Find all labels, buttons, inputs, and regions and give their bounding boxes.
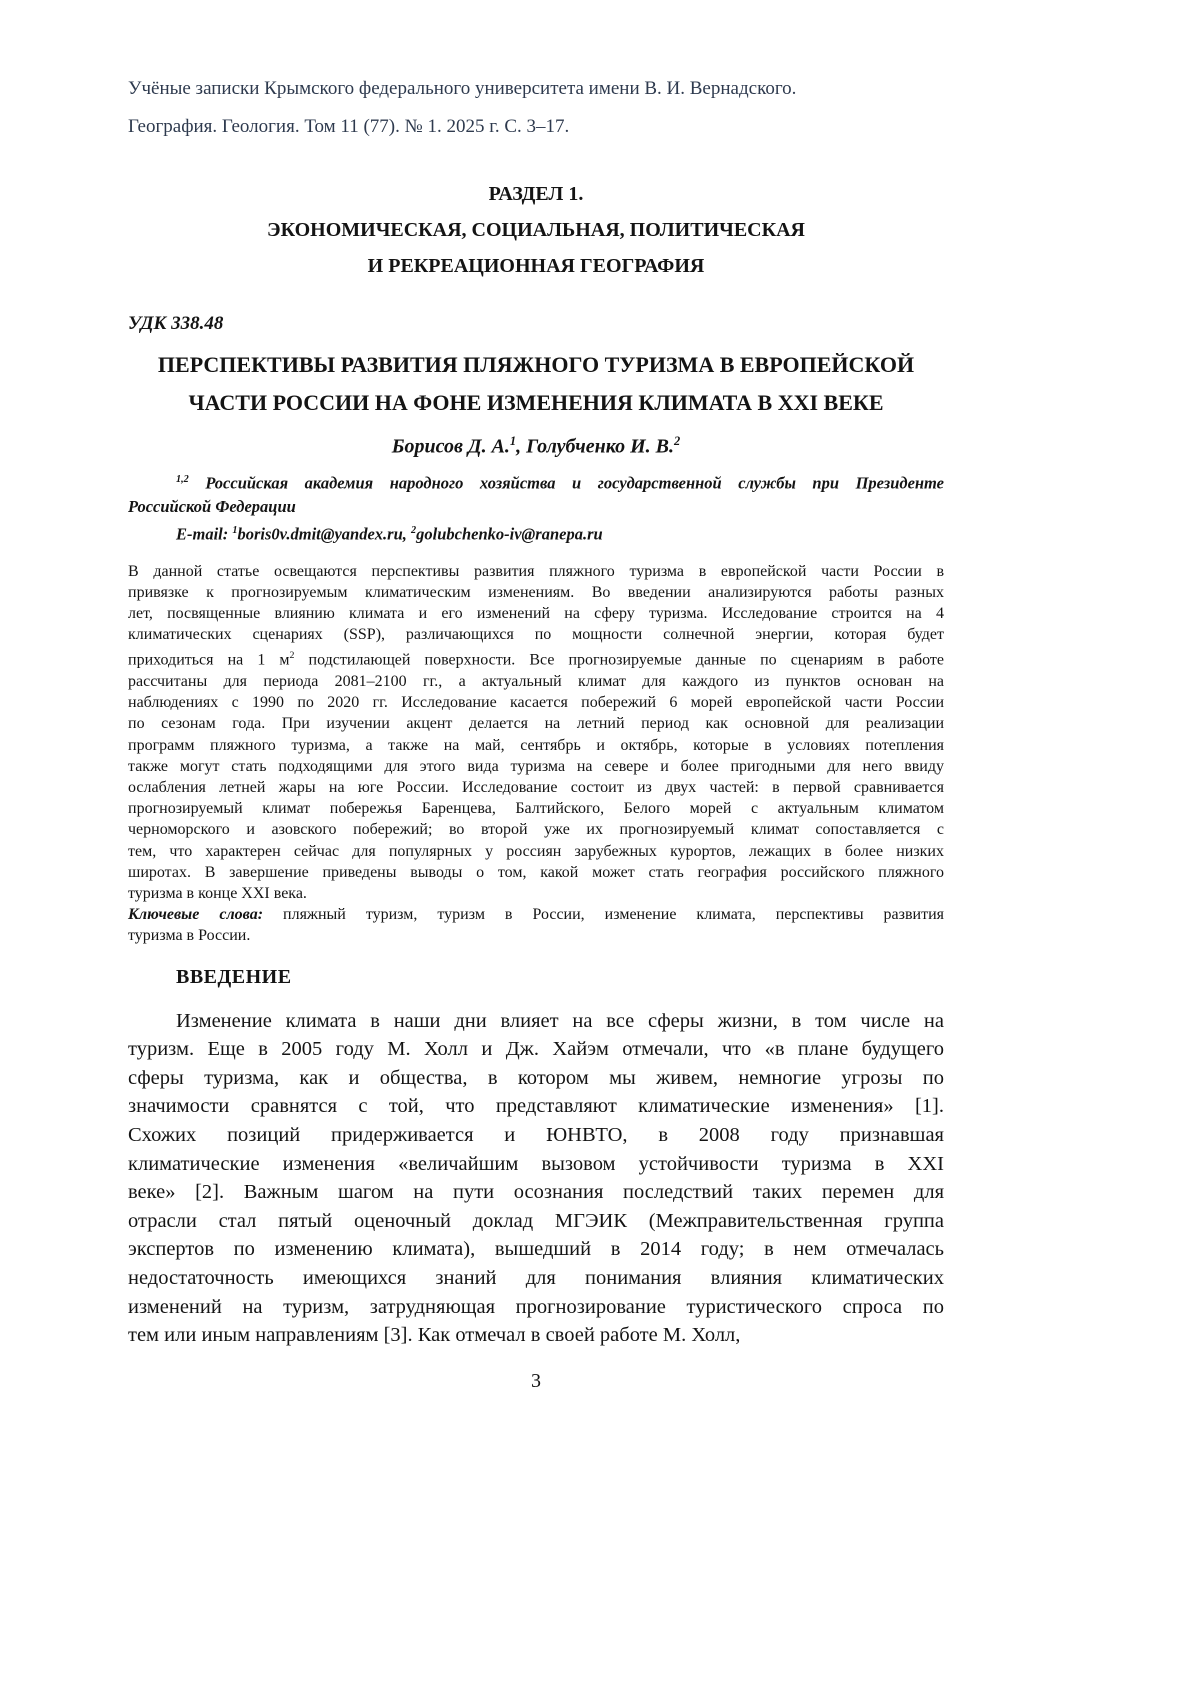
paragraph-line: веке» [2]. Важным шагом на пути осознания последствий таких перемен для: [128, 1181, 944, 1204]
abstract-line: программ пляжного туризма, а также на май, сентябрь и октябрь, которые в условиях потепления: [128, 736, 944, 754]
abstract-line-text: приходиться на 1 м: [128, 651, 290, 669]
paragraph-line: отрасли стал пятый оценочный доклад МГЭИК (Межправительственная группа: [128, 1209, 944, 1232]
abstract: [128, 561, 944, 947]
abstract-line: прогнозируемый климат побережья Баренцева, Балтийского, Белого морей с актуальным климатом: [128, 800, 944, 818]
abstract-line: также могут стать подходящими для этого вида туризма на севере и более пригодными для него ввиду: [128, 757, 944, 775]
paragraph-line: значимости сравнятся с той, что представляют климатические изменения» [1].: [128, 1095, 944, 1118]
paragraph-line: тем или иным направлениям [3]. Как отмечал в своей работе М. Холл,: [128, 1324, 741, 1347]
abstract-line: широтах. В завершение приведены выводы о том, какой может стать география российского пляжного: [128, 863, 944, 881]
section-heading-line-2: ЭКОНОМИЧЕСКАЯ, СОЦИАЛЬНАЯ, ПОЛИТИЧЕСКАЯ: [267, 219, 805, 241]
authors-line: [128, 424, 944, 464]
author-1-superscript: 1: [509, 434, 517, 448]
authors-separator: ,: [516, 435, 527, 458]
paragraph-line: туризм. Еще в 2005 году М. Холл и Дж. Хайэм отмечали, что «в плане будущего: [128, 1038, 944, 1061]
journal-header-line-1: Учёные записки Крымского федерального университета имени В. И. Вернадского.: [128, 78, 797, 99]
author-2-superscript: 2: [674, 434, 681, 448]
email-label: E-mail:: [176, 524, 233, 544]
article-title-line-2: ЧАСТИ РОССИИ НА ФОНЕ ИЗМЕНЕНИЯ КЛИМАТА В XXI ВЕКЕ: [188, 390, 884, 415]
abstract-line: рассчитаны для периода 2081–2100 гг., а актуальный климат для каждого из пунктов основан на: [128, 673, 944, 690]
square-meter-superscript: 2: [289, 650, 295, 662]
paragraph-line: сферы туризма, как и общества, в котором мы живем, немногие угрозы по: [128, 1066, 944, 1089]
keywords-line-1: [128, 904, 944, 925]
section-heading-line-3: И РЕКРЕАЦИОННАЯ ГЕОГРАФИЯ: [367, 255, 705, 277]
email-address-2: golubchenko-iv@ranepa.ru: [416, 524, 603, 544]
keywords-label: Ключевые слова:: [128, 906, 264, 924]
page-content: [128, 0, 944, 1393]
introduction-heading: ВВЕДЕНИЕ: [176, 965, 292, 988]
affiliation-superscript: 1,2: [176, 473, 189, 485]
author-2-name: Голубченко И. В.: [526, 435, 675, 458]
udk-code: УДК 338.48: [128, 313, 224, 334]
abstract-line: ослабления летней жары на юге России. Исследование состоит из двух частей: в первой сравнивается: [128, 779, 944, 797]
paragraph-line: изменений на туризм, затрудняющая прогнозирование туристического спроса по: [128, 1295, 944, 1318]
email-address-1: boris0v.dmit@yandex.ru: [237, 524, 403, 544]
email-separator: ,: [402, 524, 412, 544]
journal-header-line-2: География. Геология. Том 11 (77). № 1. 2025 г. С. 3–17.: [128, 116, 570, 137]
abstract-line: по сезонам года. При изучении акцент делается на летний период как основной для реализации: [128, 715, 944, 733]
paragraph-line: Схожих позиций придерживается и ЮНВТО, в 2008 году признавшая: [128, 1124, 944, 1147]
introduction-paragraph: [128, 1007, 944, 1350]
keywords-line-2: туризма в России.: [128, 927, 251, 945]
affiliation-line-2: Российской Федерации: [128, 497, 296, 517]
affiliation-line-1: [128, 468, 944, 496]
abstract-line: климатических сценариях (SSP), различающихся по мощности солнечной энергии, которая будет: [128, 626, 944, 644]
abstract-line: черноморского и азовского побережий; во второй уже их прогнозируемый климат сопоставляется с: [128, 821, 944, 839]
affiliation: [128, 468, 944, 520]
page-number: 3: [531, 1369, 541, 1392]
email-1-superscript: 1: [232, 525, 238, 537]
journal-header: [128, 70, 944, 146]
abstract-line: наблюдениях с 1990 по 2020 гг. Исследование касается побережий 6 морей европейской части России: [128, 694, 944, 712]
author-1-name: Борисов Д. А.: [391, 435, 510, 458]
paragraph-line: Изменение климата в наши дни влияет на все сферы жизни, в том числе на: [176, 1009, 944, 1032]
abstract-line: [128, 645, 944, 671]
paragraph-line: экспертов по изменению климата), вышедший в 2014 году; в нем отмечалась: [128, 1238, 944, 1261]
abstract-line: туризма в конце XXI века.: [128, 885, 307, 903]
section-heading: [128, 176, 944, 284]
affiliation-text: Российская академия народного хозяйства и государственной службы при Президенте: [188, 473, 944, 493]
abstract-line: В данной статье освещаются перспективы развития пляжного туризма в европейской части России в: [128, 562, 944, 580]
paragraph-line: климатические изменения «величайшим вызовом устойчивости туризма в XXI: [128, 1152, 944, 1175]
abstract-line: привязке к прогнозируемым климатическим изменениям. Во введении анализируются работы разных: [128, 583, 944, 601]
email-2-superscript: 2: [411, 525, 417, 537]
article-title-line-1: ПЕРСПЕКТИВЫ РАЗВИТИЯ ПЛЯЖНОГО ТУРИЗМА В ЕВРОПЕЙСКОЙ: [157, 352, 915, 377]
abstract-line-text: подстилающей поверхности. Все прогнозируемые данные по сценариям в работе: [294, 651, 944, 669]
keywords-text: пляжный туризм, туризм в России, изменение климата, перспективы развития: [263, 906, 944, 924]
article-title: [128, 346, 944, 422]
email-line: [128, 519, 944, 547]
abstract-line: тем, что характерен сейчас для популярных у россиян зарубежных курортов, лежащих в более низких: [128, 842, 944, 860]
section-heading-line-1: РАЗДЕЛ 1.: [488, 183, 584, 205]
paragraph-line: недостаточность имеющихся знаний для понимания влияния климатических: [128, 1266, 944, 1289]
abstract-line: лет, посвященные влиянию климата и его изменений на сферу туризма. Исследование строится на 4: [128, 605, 944, 623]
